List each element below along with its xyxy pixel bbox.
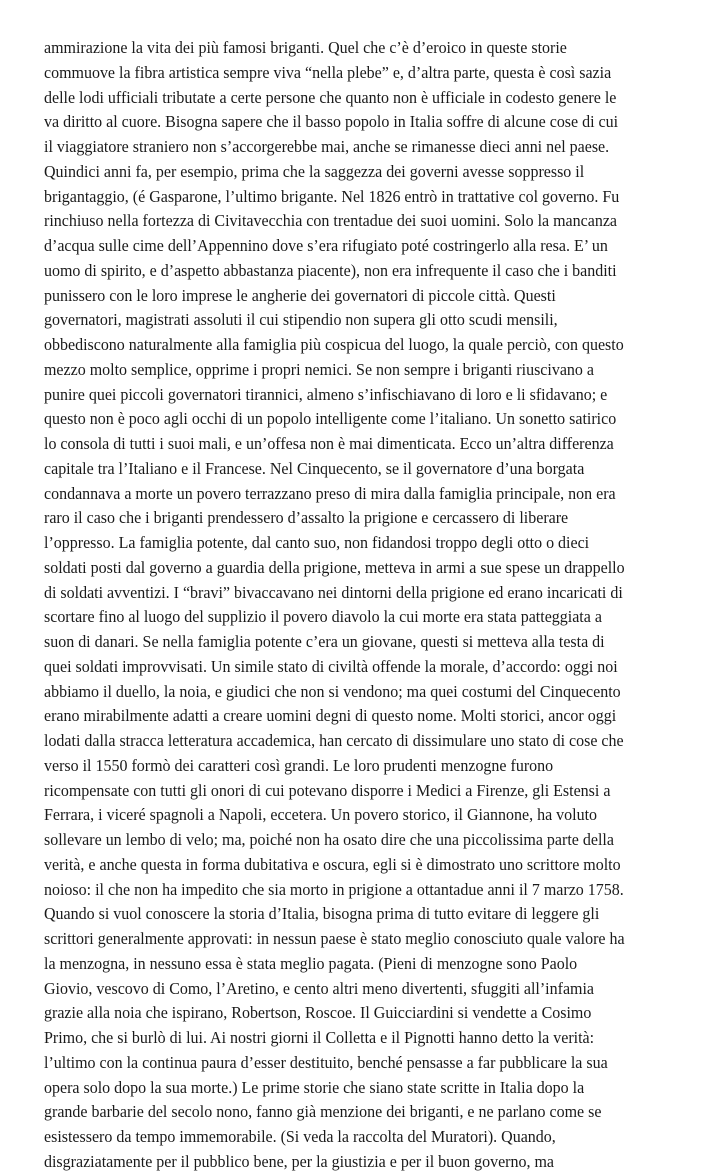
text-line: esistessero da tempo immemorabile. (Si veda la raccolta del Muratori). Quando, (44, 1127, 556, 1146)
text-line: noioso: il che non ha impedito che sia morto in prigione a ottantadue anni il 7 marzo 1758. (44, 879, 624, 899)
text-line: verso il 1550 formò dei caratteri così grandi. Le loro prudenti menzogne furono (44, 755, 554, 775)
text-line: raro il caso che i briganti prendessero d’assalto la prigione e cercassero di liberare (44, 508, 569, 528)
text-line: Quando si vuol conoscere la storia d’Italia, bisogna prima di tutto evitare di leggere gli (44, 904, 600, 924)
text-line: Quindici anni fa, per esempio, prima che la saggezza dei governi avesse soppresso il (44, 161, 585, 181)
text-line: questo non è poco agli occhi di un popolo intelligente come l’italiano. Un sonetto satirico (44, 409, 617, 429)
text-line: punire quei piccoli governatori tirannici, almeno s’infischiavano di loro e li sfidavano; e (44, 384, 608, 404)
text-line: uomo di spirito, e d’aspetto abbastanza piacente), non era infrequente il caso che i banditi (44, 260, 617, 280)
text-line: punissero con le loro imprese le angherie dei governatori di piccole città. Questi (44, 285, 556, 305)
text-line: governatori, magistrati assoluti il cui stipendio non supera gli otto scudi mensili, (44, 310, 558, 330)
text-line: scortare fino al luogo del supplizio il povero diavolo la cui morte era stata patteggiata a (44, 607, 602, 627)
document-page (44, 36, 724, 1175)
text-line: Primo, che si burlò di lui. Ai nostri giorni il Colletta e il Pignotti hanno detto la verità: (44, 1028, 595, 1047)
text-line: soldati posti dal governo a guardia della prigione, metteva in armi a sue spese un drappello (44, 557, 625, 577)
text-line: Ferrara, i viceré spagnoli a Napoli, eccetera. Un povero storico, il Giannone, ha voluto (44, 805, 598, 825)
text-line: capitale tra l’Italiano e il Francese. Nel Cinquecento, se il governatore d’una borgata (44, 458, 585, 478)
text-line: abbiamo il duello, la noia, e giudici che non si vendono; ma quei costumi del Cinquecento (44, 681, 621, 701)
text-line: Giovio, vescovo di Como, l’Aretino, e cento altri meno divertenti, sfuggiti all’infamia (44, 978, 595, 998)
text-line: l’ultimo con la continua paura d’esser destituito, benché pensasse a far pubblicare la sua (44, 1052, 608, 1072)
text-line: brigantaggio, (é Gasparone, l’ultimo brigante. Nel 1826 entrò in trattative col governo. Fu (44, 186, 620, 206)
text-line: ricompensate con tutti gli onori di cui potevano disporre i Medici a Firenze, gli Estensi a (44, 780, 611, 800)
text-line: lodati dalla stracca letteratura accademica, han cercato di dissimulare uno stato di cose che (44, 731, 624, 750)
text-line: condannava a morte un povero terrazzano preso di mira dalla famiglia principale, non era (44, 483, 616, 503)
text-line: rinchiuso nella fortezza di Civitavecchia con trentadue dei suoi uomini. Solo la mancanza (44, 211, 618, 231)
text-line: quei soldati improvvisati. Un simile stato di civiltà offende la morale, d’accordo: oggi noi (44, 656, 618, 676)
text-line: va diritto al cuore. Bisogna sapere che il basso popolo in Italia soffre di alcune cose di cui (44, 112, 619, 132)
text-line: l’oppresso. La famiglia potente, dal canto suo, non fidandosi troppo degli otto o dieci (44, 533, 590, 552)
text-line: grande barbarie del secolo nono, fanno già menzione dei briganti, e ne parlano come se (44, 1102, 602, 1122)
text-line: verità, e anche questa in forma dubitativa e oscura, egli si è dimostrato uno scrittore molto (44, 854, 621, 874)
text-line: grazie alla noia che ispirano, Robertson, Roscoe. Il Guicciardini si vendette a Cosimo (44, 1003, 592, 1023)
text-line: il viaggiatore straniero non s’accorgerebbe mai, anche se rimanesse dieci anni nel paese. (44, 137, 610, 156)
text-line: lo consola di tutti i suoi mali, e un’offesa non è mai dimenticata. Ecco un’altra differenza (44, 434, 614, 453)
text-line: erano mirabilmente adatti a creare uomini degni di questo nome. Molti storici, ancor oggi (44, 706, 617, 726)
text-line: disgraziatamente per il pubblico bene, per la giustizia e per il buon governo, ma (44, 1151, 555, 1171)
text-line: scrittori generalmente approvati: in nessun paese è stato meglio conosciuto quale valore ha (44, 929, 625, 948)
text-line: la menzogna, in nessuno essa è stata meglio pagata. (Pieni di menzogne sono Paolo (44, 953, 578, 973)
text-line: suon di danari. Se nella famiglia potente c’era un giovane, questi si metteva alla testa di (44, 632, 605, 651)
text-line: d’acqua sulle cime dell’Appennino dove s’era rifugiato poté costringerlo alla resa. E’ un (44, 236, 608, 255)
text-line: obbediscono naturalmente alla famiglia più cospicua del luogo, la quale perciò, con questo (44, 335, 624, 354)
text-line: delle lodi ufficiali tributate a certe persone che quanto non è ufficiale in codesto genere le (44, 87, 617, 107)
text-line: opera solo dopo la sua morte.) Le prime storie che siano state scritte in Italia dopo la (44, 1077, 585, 1097)
text-line: ammirazione la vita dei più famosi briganti. Quel che c’è d’eroico in queste storie (44, 38, 567, 57)
text-line: commuove la fibra artistica sempre viva “nella plebe” e, d’altra parte, questa è così sazia (44, 62, 612, 82)
text-line: di soldati avventizi. I “bravi” bivaccavano nei dintorni della prigione ed erano incaricati di (44, 582, 623, 602)
text-line: sollevare un lembo di velo; ma, poiché non ha osato dire che una piccolissima parte della (44, 830, 614, 849)
text-line: mezzo molto semplice, opprime i propri nemici. Se non sempre i briganti riuscivano a (44, 359, 594, 379)
